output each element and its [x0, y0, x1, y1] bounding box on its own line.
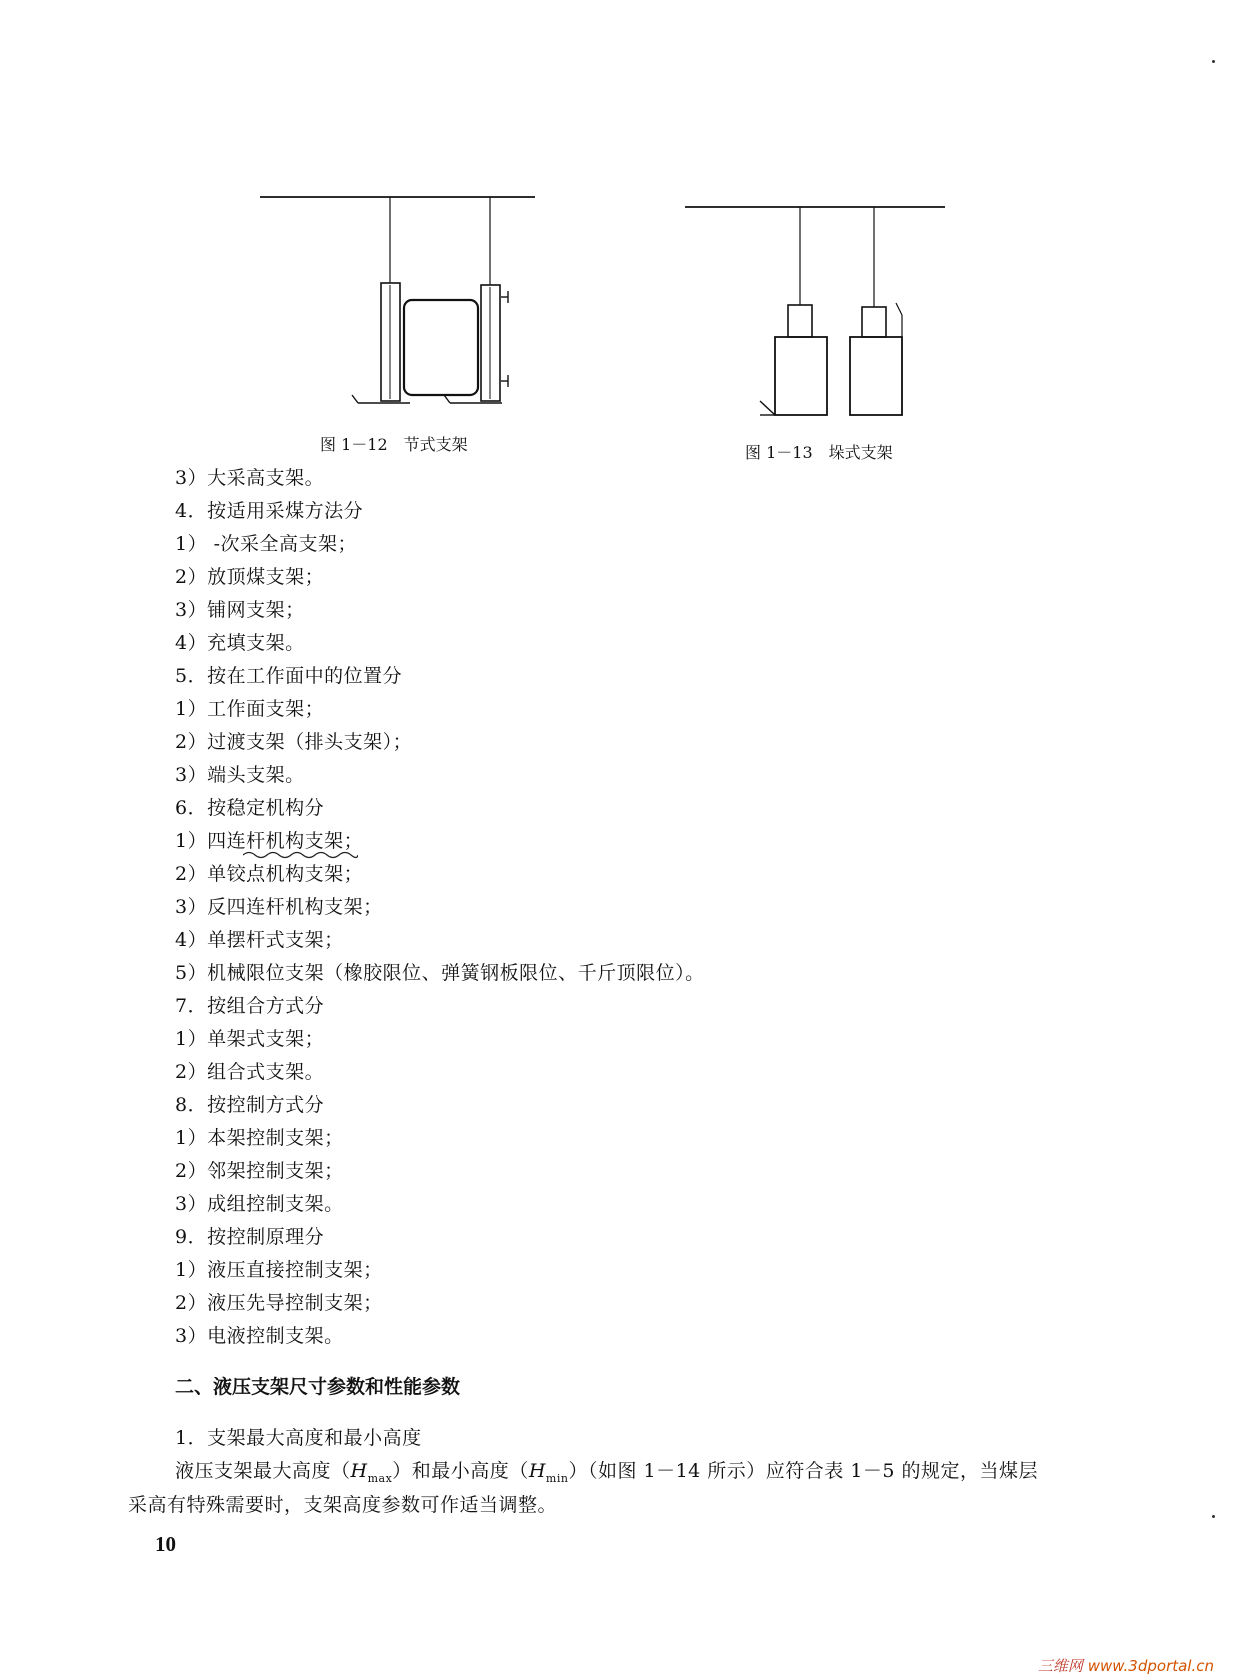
page-number: 10 [155, 1532, 176, 1556]
paragraph-line-2: 采高有特殊需要时，支架高度参数可作适当调整。 [128, 1494, 558, 1516]
list-item: 2）邻架控制支架； [175, 1160, 344, 1182]
list-item: 2）单铰点机构支架； [175, 863, 364, 885]
list-item: 5）机械限位支架（橡胶限位、弹簧钢板限位、千斤顶限位）。 [175, 962, 705, 984]
list-item: 1）单架式支架； [175, 1028, 325, 1050]
list-item-underlined: 1）四连杆机构支架； [175, 830, 364, 852]
list-item: 2）放顶煤支架； [175, 566, 325, 588]
list-item: 2）过渡支架（排头支架）； [175, 731, 413, 753]
paragraph-text: ）（如图 1－14 所示）应符合表 1－5 的规定，当煤层 [568, 1460, 1039, 1482]
hmax-subscript: max [367, 1471, 393, 1485]
list-item: 1）本架控制支架； [175, 1127, 344, 1149]
scan-speck [1212, 1515, 1215, 1518]
list-heading: 8．按控制方式分 [175, 1094, 325, 1116]
figure-1-12-jieshi-support [250, 185, 540, 415]
list-item: 4）单摆杆式支架； [175, 929, 344, 951]
list-item: 1） -次采全高支架； [175, 533, 358, 555]
paragraph-text: 液压支架最大高度（ [175, 1460, 351, 1482]
watermark-cn: 三维网 [1037, 1657, 1083, 1675]
list-item: 1）工作面支架； [175, 698, 325, 720]
list-heading: 7．按组合方式分 [175, 995, 325, 1017]
list-item: 3）铺网支架； [175, 599, 305, 621]
paragraph-line-1 [175, 1456, 1038, 1485]
scan-speck [1212, 60, 1215, 63]
list-heading: 9．按控制原理分 [175, 1226, 325, 1248]
list-item: 4）充填支架。 [175, 632, 305, 654]
hmin-symbol: H [528, 1460, 546, 1482]
list-item: 2）组合式支架。 [175, 1061, 325, 1083]
paragraph-text: ）和最小高度（ [392, 1460, 529, 1482]
watermark-url: www.3dportal.cn [1087, 1657, 1214, 1675]
list-item: 1）液压直接控制支架； [175, 1259, 383, 1281]
list-heading: 6．按稳定机构分 [175, 797, 325, 819]
figure-1-13-duoshi-support [680, 195, 950, 425]
figure-1-12-caption: 图 1－12 节式支架 [320, 435, 468, 454]
list-heading: 5．按在工作面中的位置分 [175, 665, 403, 687]
figure-1-13-caption: 图 1－13 垛式支架 [745, 443, 893, 462]
section-heading: 二、液压支架尺寸参数和性能参数 [175, 1376, 461, 1398]
list-heading: 4．按适用采煤方法分 [175, 500, 364, 522]
watermark [1038, 1655, 1214, 1676]
list-item: 3）大采高支架。 [175, 467, 325, 489]
hmin-subscript: min [545, 1471, 569, 1485]
list-item: 3）成组控制支架。 [175, 1193, 344, 1215]
list-item: 2）液压先导控制支架； [175, 1292, 383, 1314]
list-item: 3）电液控制支架。 [175, 1325, 344, 1347]
hmax-symbol: H [350, 1460, 368, 1482]
list-item: 3）端头支架。 [175, 764, 305, 786]
list-item: 3）反四连杆机构支架； [175, 896, 383, 918]
subheading: 1．支架最大高度和最小高度 [175, 1427, 422, 1449]
